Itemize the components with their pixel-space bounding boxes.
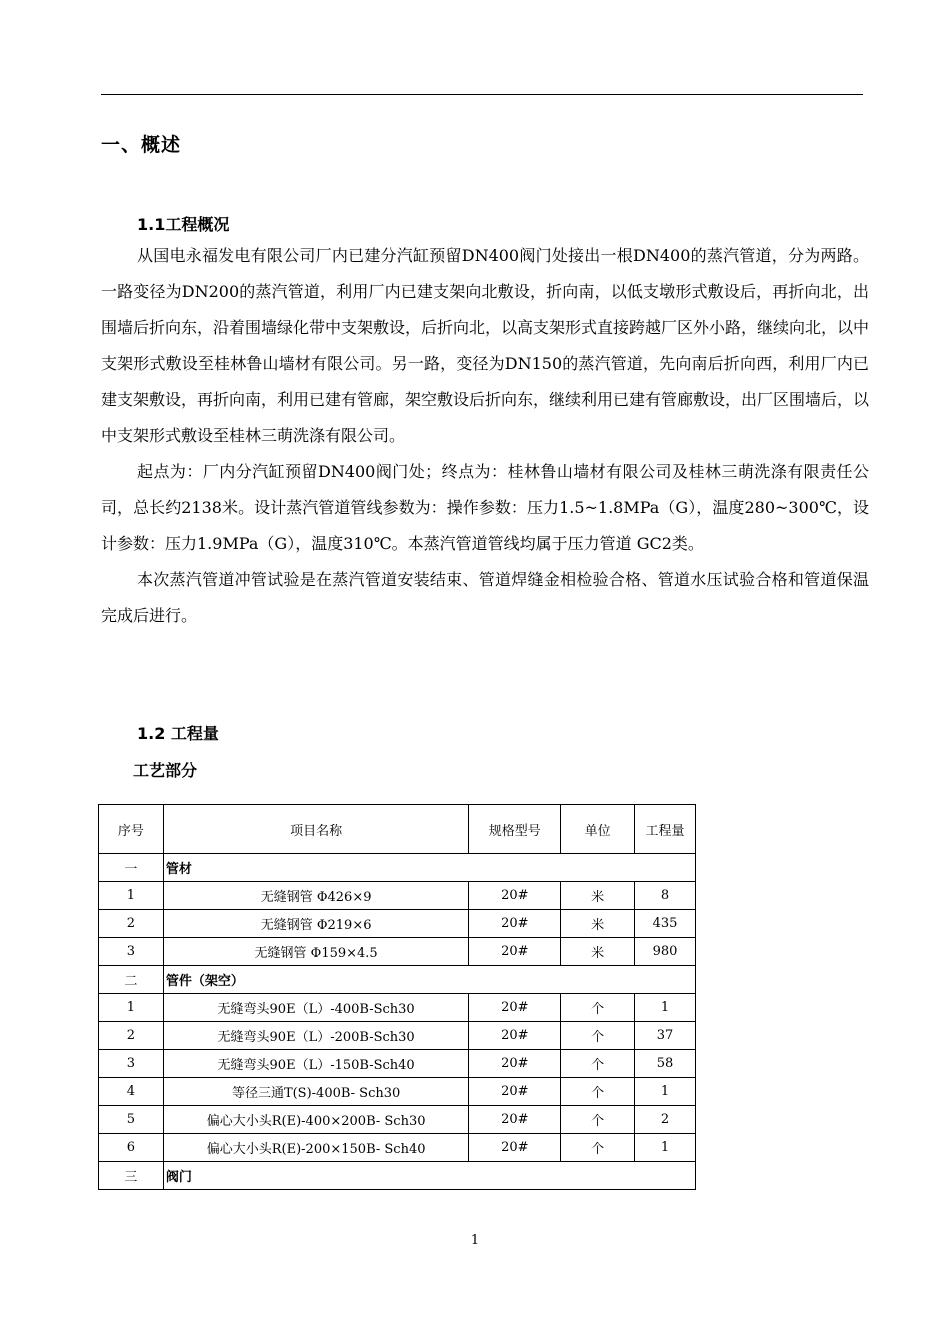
- section-name: 管材: [163, 854, 695, 882]
- item-name: 等径三通T(S)-400B- Sch30: [163, 1078, 469, 1106]
- quantity: 435: [635, 910, 696, 938]
- unit: 个: [561, 1050, 635, 1078]
- item-name: 偏心大小头R(E)-200×150B- Sch40: [163, 1134, 469, 1162]
- unit: 米: [561, 910, 635, 938]
- unit: 个: [561, 1078, 635, 1106]
- table-row: [99, 1078, 696, 1106]
- quantity: 1: [635, 1078, 696, 1106]
- overview-body: [101, 238, 869, 634]
- section-row: [99, 854, 696, 882]
- table-row: [99, 1022, 696, 1050]
- spec: 20#: [469, 1106, 561, 1134]
- subsection-title-1-1: 1.1工程概况: [137, 215, 230, 234]
- spec: 20#: [469, 1078, 561, 1106]
- table-row: [99, 910, 696, 938]
- column-header: 规格型号: [469, 805, 561, 854]
- table-row: [99, 882, 696, 910]
- quantity-table: [98, 804, 696, 1190]
- item-name: 无缝钢管 Φ426×9: [163, 882, 469, 910]
- unit: 米: [561, 938, 635, 966]
- spec: 20#: [469, 882, 561, 910]
- section-number: 一: [99, 854, 164, 882]
- section-name: 阀门: [163, 1162, 695, 1190]
- quantity-table-body: [99, 805, 696, 1190]
- quantity: 58: [635, 1050, 696, 1078]
- row-number: 3: [99, 938, 164, 966]
- section-row: [99, 1162, 696, 1190]
- table-header-row: [99, 805, 696, 854]
- subsection-title-1-2: 1.2 工程量: [137, 724, 219, 743]
- paragraph: 本次蒸汽管道冲管试验是在蒸汽管道安装结束、管道焊缝金相检验合格、管道水压试验合格和管道保温完成后进行。: [101, 570, 869, 625]
- item-name: 无缝弯头90E（L）-150B-Sch40: [163, 1050, 469, 1078]
- column-header: 单位: [561, 805, 635, 854]
- section-name: 管件（架空）: [163, 966, 695, 994]
- column-header: 序号: [99, 805, 164, 854]
- table-row: [99, 994, 696, 1022]
- table-row: [99, 1134, 696, 1162]
- row-number: 4: [99, 1078, 164, 1106]
- row-number: 3: [99, 1050, 164, 1078]
- paragraph: 起点为：厂内分汽缸预留DN400阀门处；终点为：桂林鲁山墙材有限公司及桂林三萌洗涤有限责任公司，总长约2138米。设计蒸汽管道管线参数为：操作参数：压力1.5~1.8MPa（G），温度280~300℃，设计参数：压力1.9MPa（G），温度310℃。本蒸汽管道管线均属于压力管道 GC2类。: [101, 462, 869, 553]
- item-name: 无缝弯头90E（L）-200B-Sch30: [163, 1022, 469, 1050]
- spec: 20#: [469, 994, 561, 1022]
- quantity: 37: [635, 1022, 696, 1050]
- section-number: 二: [99, 966, 164, 994]
- spec: 20#: [469, 938, 561, 966]
- unit: 米: [561, 882, 635, 910]
- unit: 个: [561, 1106, 635, 1134]
- spec: 20#: [469, 910, 561, 938]
- table-row: [99, 1106, 696, 1134]
- row-number: 5: [99, 1106, 164, 1134]
- row-number: 6: [99, 1134, 164, 1162]
- quantity: 2: [635, 1106, 696, 1134]
- spec: 20#: [469, 1050, 561, 1078]
- quantity: 980: [635, 938, 696, 966]
- section-number: 三: [99, 1162, 164, 1190]
- row-number: 1: [99, 994, 164, 1022]
- spec: 20#: [469, 1022, 561, 1050]
- row-number: 2: [99, 910, 164, 938]
- page-number: 1: [470, 1233, 480, 1248]
- spec: 20#: [469, 1134, 561, 1162]
- column-header: 项目名称: [163, 805, 469, 854]
- paragraph: 从国电永福发电有限公司厂内已建分汽缸预留DN400阀门处接出一根DN400的蒸汽管道，分为两路。一路变径为DN200的蒸汽管道，利用厂内已建支架向北敷设，折向南，以低支墩形式敷设后，再折向北，出围墙后折向东，沿着围墙绿化带中支架敷设，后折向北，以高支架形式直接跨越厂区外小路，继续向北，以中支架形式敷设至桂林鲁山墙材有限公司。另一路，变径为DN150的蒸汽管道，先向南后折向西，利用厂内已建支架敷设，再折向南，利用已建有管廊，架空敷设后折向东，继续利用已建有管廊敷设，出厂区围墙后，以中支架形式敷设至桂林三萌洗涤有限公司。: [101, 246, 870, 445]
- sub-label: 工艺部分: [133, 761, 198, 780]
- unit: 个: [561, 1022, 635, 1050]
- row-number: 2: [99, 1022, 164, 1050]
- section-row: [99, 966, 696, 994]
- row-number: 1: [99, 882, 164, 910]
- table-row: [99, 1050, 696, 1078]
- item-name: 无缝钢管 Φ219×6: [163, 910, 469, 938]
- unit: 个: [561, 994, 635, 1022]
- column-header: 工程量: [635, 805, 696, 854]
- item-name: 偏心大小头R(E)-400×200B- Sch30: [163, 1106, 469, 1134]
- quantity: 1: [635, 1134, 696, 1162]
- unit: 个: [561, 1134, 635, 1162]
- quantity: 8: [635, 882, 696, 910]
- header-rule: [101, 94, 863, 95]
- table-row: [99, 938, 696, 966]
- item-name: 无缝弯头90E（L）-400B-Sch30: [163, 994, 469, 1022]
- section-heading: 一、概述: [101, 134, 182, 156]
- item-name: 无缝钢管 Φ159×4.5: [163, 938, 469, 966]
- quantity: 1: [635, 994, 696, 1022]
